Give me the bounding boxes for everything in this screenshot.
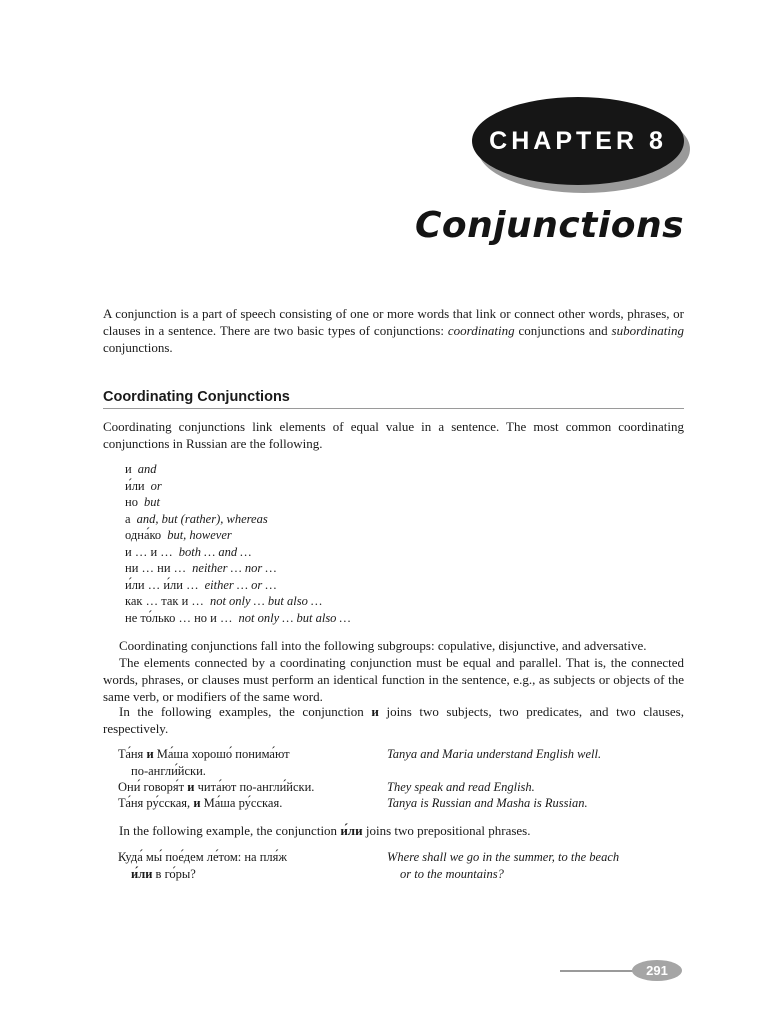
body-paragraph-subgroups: Coordinating conjunctions fall into the following subgroups: copulative, disjunctive, and adversative. (119, 638, 647, 653)
intro-text-1: A conjunction is a part of speech consisting of one or more words that link or connect other words, phrases, or clauses in a sentence. There are two basic types of conjunctions: (103, 306, 684, 338)
example-russian: Они́ говоря́т и чита́ют по-англи́йски. (118, 780, 315, 794)
intro-term-subordinating: subordinating (611, 323, 684, 338)
example-english: Tanya is Russian and Masha is Russian. (387, 796, 588, 810)
section-heading: Coordinating Conjunctions (103, 389, 684, 409)
list-item: и́ли … и́ли … either … or … (125, 577, 277, 592)
example-english: They speak and read English. (387, 780, 535, 794)
example-row (118, 849, 684, 883)
page-number: 291 (632, 960, 682, 981)
list-item: и and (125, 462, 157, 476)
example-russian: Та́ня и Ма́ша хорошо́ понима́ют по-англи́йски. (118, 747, 290, 778)
body-paragraph-prepositional: In the following example, the conjunction и́ли joins two prepositional phrases. (119, 823, 531, 838)
footer-rule (560, 970, 640, 972)
chapter-label: CHAPTER 8 (489, 126, 667, 155)
example-english: Tanya and Maria understand English well. (387, 747, 602, 761)
chapter-badge (472, 97, 684, 185)
body-paragraph-parallel: The elements connected by a coordinating conjunction must be equal and parallel. That is, the connected words, phrases, or clauses must perform an identical function in the sentence, e.g., as subjects or objects of the same verb, or modifiers of the same word. (103, 655, 684, 704)
intro-text-2: conjunctions and (514, 323, 612, 338)
chapter-title: Conjunctions (414, 205, 684, 246)
highlighted-conjunction: и́ли (340, 823, 363, 838)
list-item: как … так и … not only … but also … (125, 594, 323, 608)
example-row (118, 746, 684, 780)
example-russian: Куда́ мы́ пое́дем ле́том: на пля́ж и́ли в го́ры? (118, 850, 288, 881)
body-paragraph-examples-intro: In the following examples, the conjunction и joins two subjects, two predicates, and two clauses, respectively. (103, 704, 684, 736)
intro-term-coordinating: coordinating (447, 323, 515, 338)
list-item: но but (125, 495, 160, 509)
example-row (118, 795, 684, 812)
example-row (118, 779, 684, 796)
list-item: и́ли or (125, 478, 162, 493)
section-lead: Coordinating conjunctions link elements of equal value in a sentence. The most common coordinating conjunctions in Russian are the following. (103, 419, 684, 451)
highlighted-conjunction: и (371, 704, 379, 719)
example-russian: Та́ня ру́сская, и Ма́ша ру́сская. (118, 796, 283, 810)
list-item: а and, but (rather), whereas (125, 511, 268, 526)
list-item: и … и … both … and … (125, 544, 252, 559)
list-item: одна́ко but, however (125, 528, 232, 542)
conjunction-list (125, 461, 351, 626)
intro-paragraph (103, 305, 684, 356)
list-item: ни … ни … neither … nor … (125, 561, 277, 575)
list-item: не то́лько … но и … not only … but also … (125, 610, 351, 625)
intro-text-3: conjunctions. (103, 340, 173, 355)
example-english: Where shall we go in the summer, to the beach or to the mountains? (387, 850, 620, 881)
